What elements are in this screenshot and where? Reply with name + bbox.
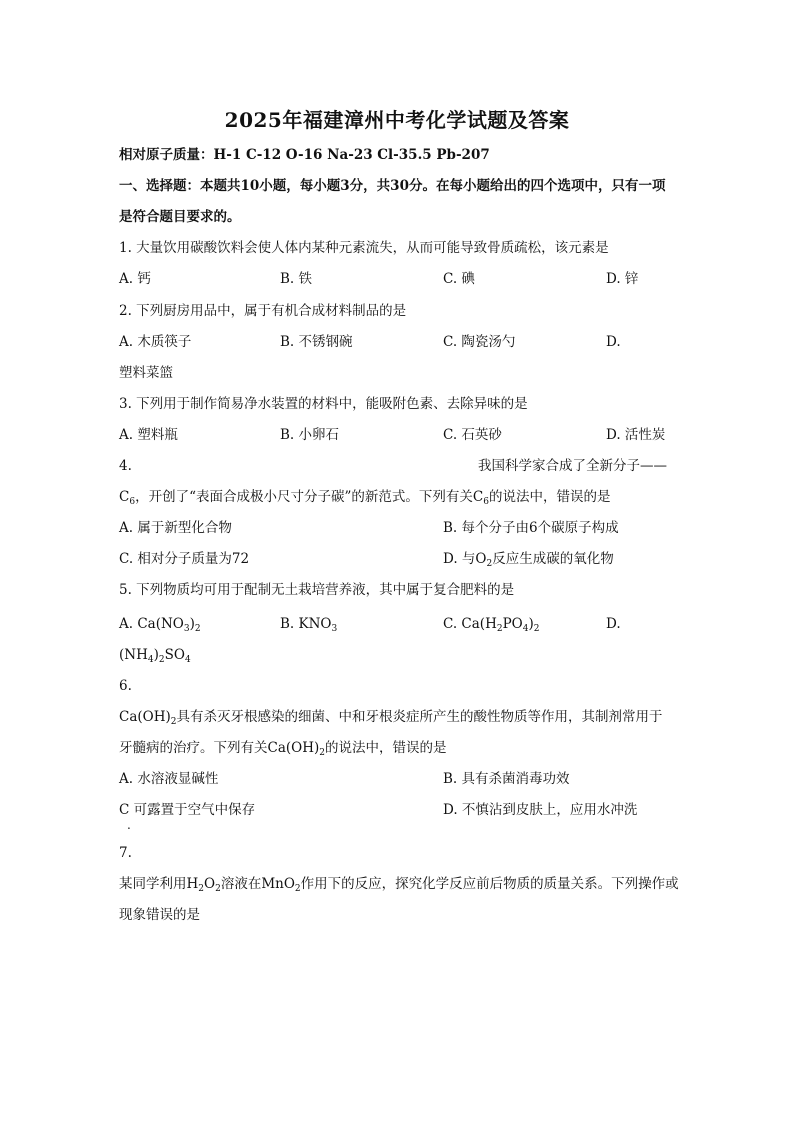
question-6-option-c-dot: . [127, 818, 131, 832]
question-1-option-b: B. 铁 [280, 271, 313, 287]
question-4-option-d: D. 与$O_2$反应生成碳的氧化物 [443, 551, 614, 569]
question-5-option-a: A. $Ca(NO_3)_2$ [119, 616, 201, 634]
question-5-option-d: D. [606, 616, 621, 632]
question-4-option-c: C. 相对分子质量为72 [119, 551, 250, 567]
question-1-option-d: D. 锌 [606, 271, 639, 287]
question-1-option-c: C. 碘 [443, 271, 475, 287]
question-6-option-a: A. 水溶液显碱性 [119, 771, 219, 787]
question-4-stem-part2: $C_6$，开创了“表面合成极小尺寸分子碳”的新范式。下列有关$C_6$的说法中，错误的是 [119, 489, 611, 507]
question-4-number: 4. [119, 458, 132, 474]
question-7-stem-line1: 某同学利用$H_2O_2$溶液在MnO$_2$作用下的反应，探究化学反应前后物质的质量关系。下列操作或 [119, 876, 679, 894]
section-heading-line2: 是符合题目要求的。 [119, 209, 241, 225]
question-5-option-b: B. $KNO_3$ [280, 616, 338, 634]
question-3-option-d: D. 活性炭 [606, 427, 666, 443]
section-heading-line1: 一、选择题：本题共10小题，每小题3分，共30分。在每小题给出的四个选项中，只有一项 [119, 178, 666, 194]
page-title: 2025年福建漳州中考化学试题及答案 [224, 108, 570, 132]
question-6-option-d: D. 不慎沾到皮肤上，应用水冲洗 [443, 802, 638, 818]
question-2-stem: 2. 下列厨房用品中，属于有机合成材料制品的是 [119, 303, 407, 319]
question-7-stem-line2: 现象错误的是 [119, 907, 200, 923]
question-7-number: 7. [119, 845, 132, 861]
question-1-stem: 1. 大量饮用碳酸饮料会使人体内某种元素流失，从而可能导致骨质疏松，该元素是 [119, 240, 609, 256]
question-2-option-a: A. 木质筷子 [119, 334, 192, 350]
question-2-option-d-text: 塑料菜篮 [119, 365, 173, 381]
question-2-option-d: D. [606, 334, 621, 350]
question-3-stem: 3. 下列用于制作简易净水装置的材料中，能吸附色素、去除异味的是 [119, 396, 528, 412]
question-4-option-b: B. 每个分子由6个碳原子构成 [443, 520, 619, 536]
atomic-mass-line: 相对原子质量：H-1 C-12 O-16 Na-23 Cl-35.5 Pb-207 [119, 147, 490, 163]
question-5-option-d-text: $(NH_4)_2SO_4$ [119, 647, 191, 665]
question-2-option-c: C. 陶瓷汤勺 [443, 334, 516, 350]
question-4-option-a: A. 属于新型化合物 [119, 520, 232, 536]
question-6-option-b: B. 具有杀菌消毒功效 [443, 771, 570, 787]
question-3-option-a: A. 塑料瓶 [119, 427, 178, 443]
question-3-option-b: B. 小卵石 [280, 427, 340, 443]
question-5-option-c: C. $Ca(H_2PO_4)_2$ [443, 616, 540, 634]
question-6-stem-line2: 牙髓病的治疗。下列有关$Ca(OH)_2$的说法中，错误的是 [119, 740, 447, 758]
question-6-number: 6. [119, 678, 132, 694]
question-1-option-a: A. 钙 [119, 271, 151, 287]
question-5-stem: 5. 下列物质均可用于配制无土栽培营养液，其中属于复合肥料的是 [119, 582, 515, 598]
question-6-option-c: C 可露置于空气中保存 [119, 802, 256, 818]
question-3-option-c: C. 石英砂 [443, 427, 502, 443]
question-6-stem-line1: $Ca(OH)_2$具有杀灭牙根感染的细菌、中和牙根炎症所产生的酸性物质等作用，其制剂常用于 [119, 709, 663, 727]
question-2-option-b: B. 不锈钢碗 [280, 334, 353, 350]
question-4-stem-part1: 我国科学家合成了全新分子—— [478, 458, 667, 474]
